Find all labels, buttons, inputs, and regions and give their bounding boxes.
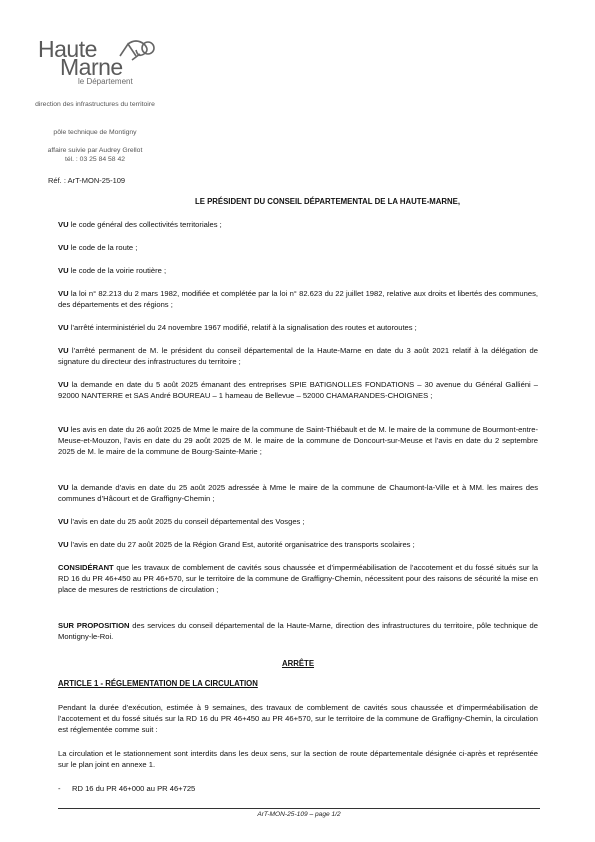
page-footer: ArT-MON-25-109 – page 1/2	[257, 811, 341, 818]
phone-label: tél. : 03 25 84 58 42	[64, 156, 126, 163]
logo-marne: Marne	[60, 54, 123, 80]
affaire-label: affaire suivie par Audrey Grellot	[47, 147, 143, 154]
visa-item: VU le code général des collectivités territoriales ;	[58, 220, 222, 229]
visa-item: VU l’arrêté interministériel du 24 novembre 1967 modifié, relatif à la signalisation des routes et autoroutes ;	[58, 323, 417, 332]
visa-item: VU la demande d’avis en date du 25 août 2025 adressée à Mme le maire de la commune de Chaumont-la-Ville et à MM. les maires des communes d’Hâcourt et de Graffigny-Chemin ;	[58, 483, 538, 504]
visa-item: VU le code de la route ;	[58, 243, 138, 252]
considerant-item: CONSIDÉRANT que les travaux de comblement de cavités sous chaussée et d’imperméabilisation de l’accotement et du fossé situés sur la RD 16 du PR 46+450 au PR 46+570, sur le territoire de la commune de Graffigny-Chemin, nécessitent pour des raisons de sécurité la mise en place de mesures de restrictions de circulation ;	[58, 563, 538, 595]
bullet-item: RD 16 du PR 46+000 au PR 46+725	[72, 784, 196, 793]
arrete-heading: ARRÊTE	[281, 659, 315, 668]
visa-item: VU les avis en date du 26 août 2025 de Mme le maire de la commune de Saint-Thiébault et de M. le maire de la commune de Bourmont-entre-Meuse-et-Mouzon, l’avis en date du 29 août 2025 de M. le maire de la commune de Doncourt-sur-Meuse et l’avis en date du 2 septembre 2025 de M. le maire de la commune de Bourg-Sainte-Marie ;	[58, 425, 538, 457]
pole-label: pôle technique de Montigny	[53, 129, 137, 136]
article-1-paragraph: Pendant la durée d’exécution, estimée à 9 semaines, des travaux de comblement de cavités sous chaussée et d’imperméabilisation de l’accotement et du fossé situés sur la RD 16 du PR 46+450 au PR 46+570, sur le territoire de la commune de Graffigny-Chemin, la circulation est réglementée comme suit :	[58, 703, 538, 735]
bullet-mark: -	[58, 784, 61, 793]
visa-item: VU l’avis en date du 27 août 2025 de la Région Grand Est, autorité organisatrice des transports scolaires ;	[58, 540, 415, 549]
direction-label: direction des infrastructures du territoire	[35, 101, 155, 108]
logo-haute: Haute	[38, 36, 97, 62]
visa-item: VU l’arrêté permanent de M. le président du conseil départemental de la Haute-Marne en date du 3 août 2021 relatif à la délégation de signature du directeur des infrastructures du territoire ;	[58, 346, 538, 367]
article-1-paragraph: La circulation et le stationnement sont interdits dans les deux sens, sur la section de route départementale désignée ci-après et représentée sur le plan joint en annexe 1.	[58, 749, 538, 770]
visa-item: VU le code de la voirie routière ;	[58, 266, 167, 275]
logo-swirl-icon	[118, 38, 160, 66]
visa-item: VU la demande en date du 5 août 2025 émanant des entreprises SPIE BATIGNOLLES FONDATIONS – 30 avenue du Général Galliéni – 92000 NANTERRE et SAS André BOUREAU – 1 hameau de Bellevue – 52000 CHAMARANDES-CHOIGNES ;	[58, 380, 538, 401]
article-1-heading: ARTICLE 1 - RÉGLEMENTATION DE LA CIRCULATION	[58, 679, 258, 688]
visa-item: VU l’avis en date du 25 août 2025 du conseil départemental des Vosges ;	[58, 517, 305, 526]
footer-divider	[58, 808, 540, 809]
logo-departement: le Département	[78, 77, 133, 86]
proposition-item: SUR PROPOSITION des services du conseil départemental de la Haute-Marne, direction des infrastructures du territoire, pôle technique de Montigny-le-Roi.	[58, 621, 538, 642]
reference: Réf. : ArT-MON-25-109	[48, 176, 126, 185]
visa-item: VU la loi n° 82.213 du 2 mars 1982, modifiée et complétée par la loi n° 82.623 du 22 juillet 1982, relative aux droits et libertés des communes, des départements et des régions ;	[58, 289, 538, 310]
document-title: LE PRÉSIDENT DU CONSEIL DÉPARTEMENTAL DE LA HAUTE-MARNE,	[194, 197, 461, 206]
